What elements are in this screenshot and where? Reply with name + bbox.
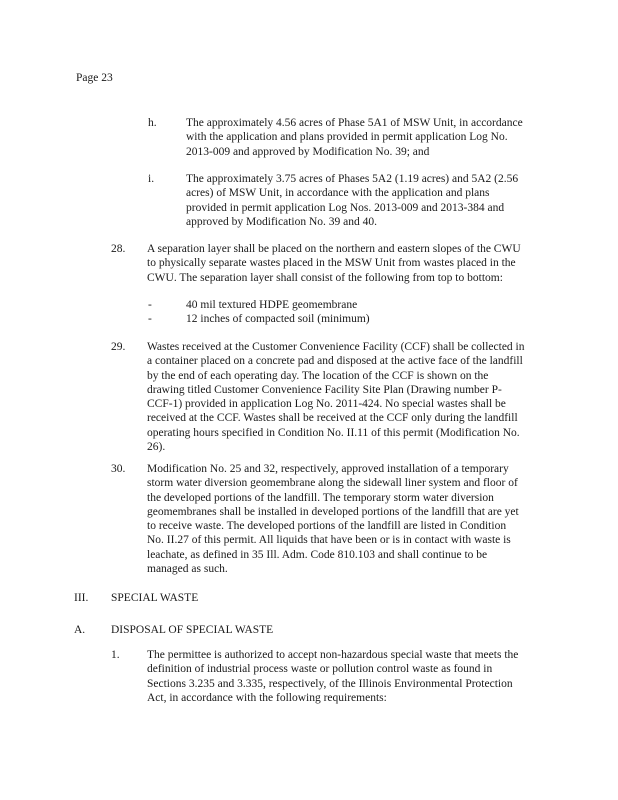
item-label: 1. bbox=[111, 649, 120, 661]
text-line: No. II.27 of this permit. All liquids that have been or is in contact with waste is bbox=[147, 534, 511, 547]
item-text bbox=[147, 648, 518, 705]
text-line: Sections 3.235 and 3.335, respectively, of the Illinois Environmental Protection bbox=[147, 677, 513, 690]
text-line: 26). bbox=[147, 441, 166, 454]
text-line: provided in permit application Log Nos. 2013-009 and 2013-384 and bbox=[186, 201, 505, 214]
sublist-item bbox=[148, 298, 358, 312]
item-text bbox=[186, 172, 518, 229]
item-label: h. bbox=[148, 117, 157, 129]
text-line: approved by Modification No. 39 and 40. bbox=[186, 215, 377, 228]
text-line: leachate, as defined in 35 Ill. Adm. Code 810.103 and shall continue to be bbox=[147, 548, 488, 561]
text-line: with the application and plans provided in permit application Log No. bbox=[186, 131, 508, 144]
bullet-marker: - bbox=[148, 299, 152, 311]
sublist-text: 12 inches of compacted soil (minimum) bbox=[186, 313, 370, 325]
item-label: 29. bbox=[111, 341, 126, 353]
text-line: operating hours specified in Condition No. II.11 of this permit (Modification No. bbox=[147, 426, 520, 439]
section-heading-iii bbox=[74, 591, 199, 605]
text-line: Modification No. 25 and 32, respectively, approved installation of a temporary bbox=[147, 463, 509, 475]
text-line: a container placed on a concrete pad and disposed at the active face of the landfill bbox=[147, 355, 523, 368]
text-line: to physically separate wastes placed in the MSW Unit from wastes placed in the bbox=[147, 257, 516, 270]
text-line: 2013-009 and approved by Modification No. 39; and bbox=[186, 145, 430, 158]
subsection-title: DISPOSAL OF SPECIAL WASTE bbox=[111, 624, 274, 636]
item-text bbox=[147, 242, 521, 285]
sublist-item bbox=[148, 312, 370, 326]
item-text bbox=[186, 116, 523, 159]
text-line: to receive waste. The developed portions of the landfill are listed in Condition bbox=[147, 520, 507, 533]
bullet-marker: - bbox=[148, 313, 152, 325]
text-line: received at the CCF. Wastes shall be received at the CCF only during the landfill bbox=[147, 412, 518, 425]
text-line: drawing titled Customer Convenience Facility Site Plan (Drawing number P- bbox=[147, 383, 502, 396]
page-number: Page 23 bbox=[76, 72, 113, 84]
text-line: Wastes received at the Customer Convenience Facility (CCF) shall be collected in bbox=[147, 341, 525, 353]
section-title: SPECIAL WASTE bbox=[111, 592, 199, 604]
sublist-text: 40 mil textured HDPE geomembrane bbox=[186, 299, 358, 311]
text-line: A separation layer shall be placed on the northern and eastern slopes of the CWU bbox=[147, 243, 521, 255]
text-line: managed as such. bbox=[147, 563, 228, 576]
text-line: CCF-1) provided in application Log No. 2011-424. No special wastes shall be bbox=[147, 398, 506, 411]
item-label: i. bbox=[148, 173, 155, 185]
subsection-letter: A. bbox=[74, 624, 86, 636]
text-line: storm water diversion geomembrane along the sidewall liner system and floor of bbox=[147, 477, 518, 490]
text-line: definition of industrial process waste or pollution control waste as found in bbox=[147, 663, 493, 676]
text-line: the developed portions of the landfill. The temporary storm water diversion bbox=[147, 491, 494, 504]
text-line: The approximately 4.56 acres of Phase 5A1 of MSW Unit, in accordance bbox=[186, 117, 523, 129]
item-text bbox=[147, 340, 525, 454]
text-line: Act, in accordance with the following requirements: bbox=[147, 691, 387, 704]
text-line: The permittee is authorized to accept non-hazardous special waste that meets the bbox=[147, 649, 519, 661]
item-label: 28. bbox=[111, 243, 126, 255]
text-line: geomembranes shall be installed in developed portions of the landfill that are yet bbox=[147, 505, 519, 518]
text-line: by the end of each operating day. The location of the CCF is shown on the bbox=[147, 369, 489, 382]
subsection-heading-a bbox=[74, 623, 274, 637]
item-text bbox=[147, 462, 519, 576]
item-label: 30. bbox=[111, 463, 126, 475]
text-line: CWU. The separation layer shall consist of the following from top to bottom: bbox=[147, 271, 503, 284]
text-line: The approximately 3.75 acres of Phases 5A2 (1.19 acres) and 5A2 (2.56 bbox=[186, 173, 519, 185]
section-number: III. bbox=[74, 592, 89, 604]
text-line: acres) of MSW Unit, in accordance with the application and plans bbox=[186, 187, 490, 200]
